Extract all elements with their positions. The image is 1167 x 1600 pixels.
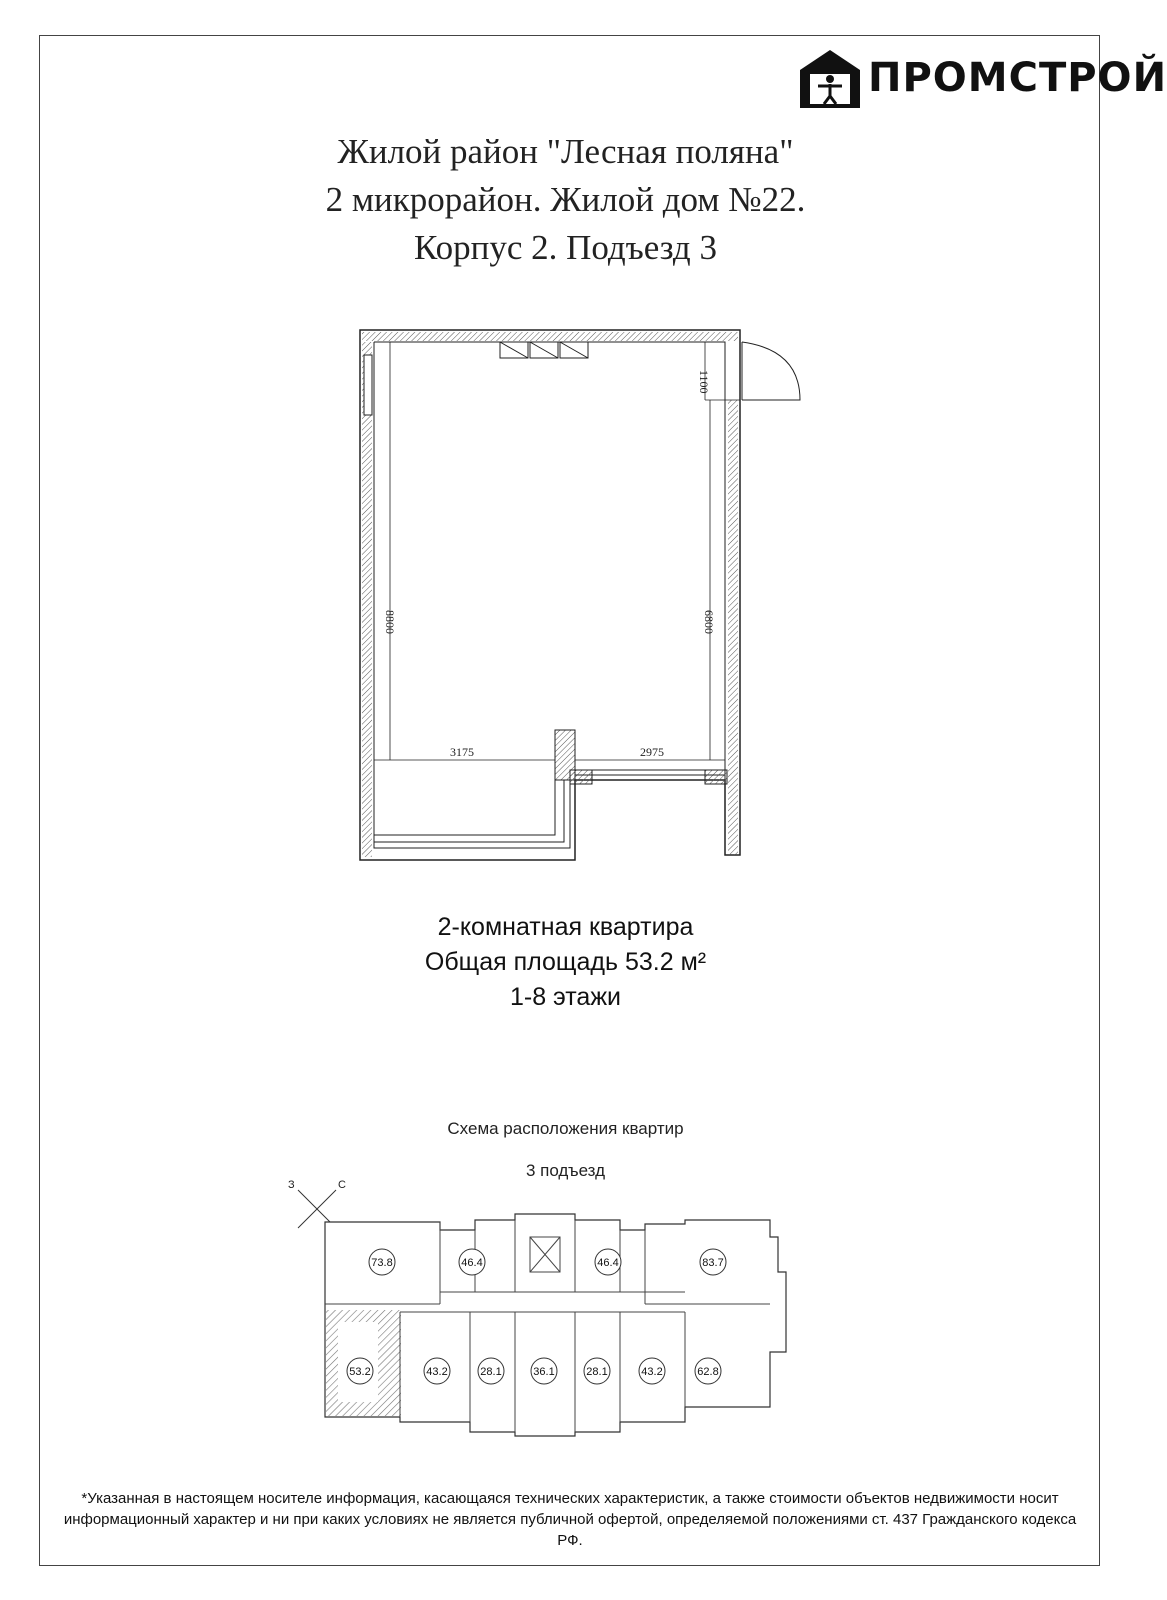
apt-36-1: 36.1 (533, 1366, 555, 1378)
scheme-entrance: 3 подъезд (525, 1161, 606, 1180)
scheme-title: Схема расположения квартир (447, 1119, 684, 1138)
apt-53-2: 53.2 (349, 1366, 371, 1378)
dim-2975: 2975 (640, 745, 664, 759)
apt-73-8: 73.8 (371, 1257, 393, 1269)
brand-name: ПРОМСТРОЙ (868, 55, 1167, 101)
apt-62-8: 62.8 (697, 1366, 719, 1378)
disclaimer (60, 1488, 1080, 1551)
title-line-1: Жилой район "Лесная поляна" (337, 132, 794, 171)
disclaimer-line-2: информационный характер и ни при каких условиях не является публичной офертой, определяемой положениями ст. 437 Гражданского кодекса РФ. (63, 1511, 1077, 1549)
apt-46-4-right: 46.4 (597, 1257, 619, 1269)
apt-83-7: 83.7 (702, 1257, 724, 1269)
apt-43-2-right: 43.2 (641, 1366, 663, 1378)
apt-43-2-left: 43.2 (426, 1366, 448, 1378)
compass-north: С (338, 1179, 346, 1191)
title-line-2: 2 микрорайон. Жилой дом №22. (325, 180, 806, 219)
apartment-info (0, 910, 1131, 1015)
apt-28-1-left: 28.1 (480, 1366, 502, 1378)
title-line-3: Корпус 2. Подъезд 3 (413, 228, 717, 267)
page-title (0, 128, 1131, 272)
apartment-type: 2-комнатная квартира (437, 913, 694, 941)
compass-west: З (288, 1179, 295, 1191)
dim-1100: 1100 (697, 370, 711, 394)
apt-28-1-right: 28.1 (586, 1366, 608, 1378)
dim-8800: 8800 (383, 610, 397, 634)
apt-46-4-left: 46.4 (461, 1257, 483, 1269)
floor-plan (360, 330, 820, 890)
apartment-floors: 1-8 этажи (509, 983, 622, 1011)
dim-6800: 6800 (702, 610, 716, 634)
dim-3175: 3175 (450, 745, 474, 759)
disclaimer-line-1: *Указанная в настоящем носителе информация, касающаяся технических характеристик, а также стоимости объектов недвижимости носит (81, 1490, 1059, 1507)
apartment-area: Общая площадь 53.2 м² (424, 948, 707, 976)
apartment-scheme (320, 1212, 790, 1437)
